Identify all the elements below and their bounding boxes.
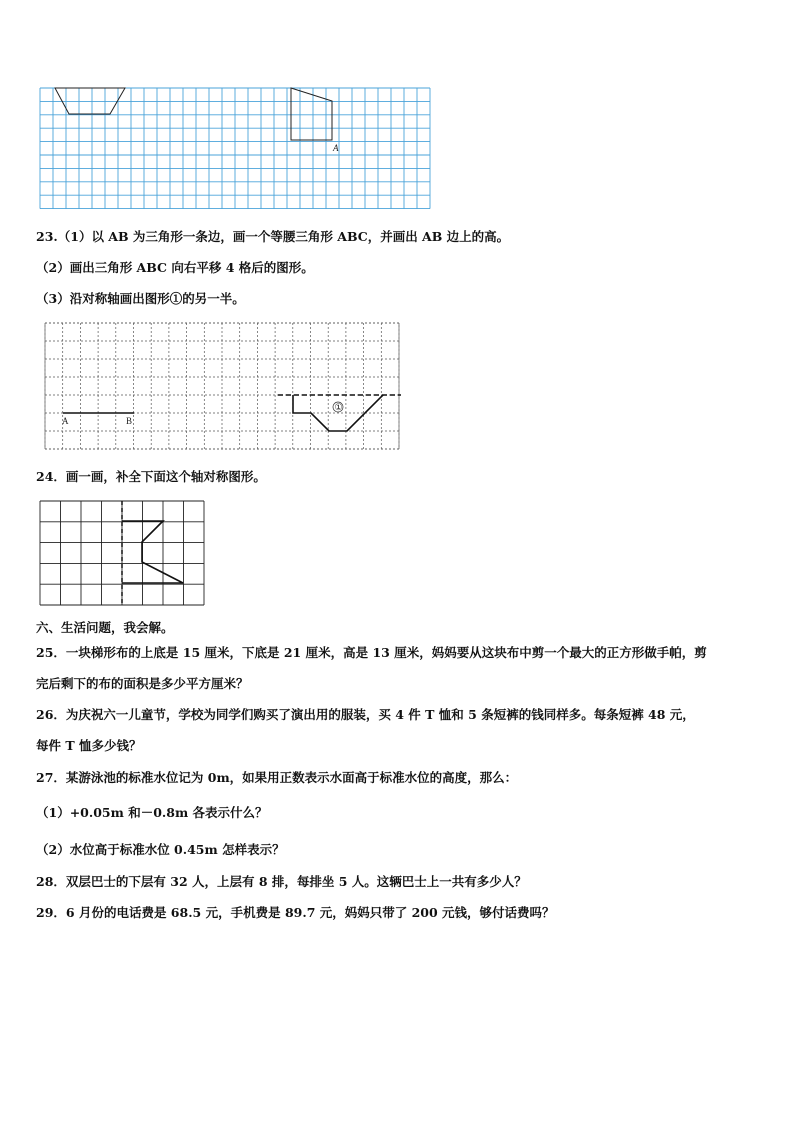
point-a-label: A <box>333 143 339 153</box>
q26-line-2: 每件 T 恤多少钱？ <box>36 738 142 753</box>
circle-1-label: ① <box>334 402 343 412</box>
q23-line-3: （3）沿对称轴画出图形①的另一半。 <box>36 291 245 306</box>
point-b-label: B <box>126 416 133 426</box>
q27-line-2: （1）+0.05m 和－0.8m 各表示什么？ <box>36 805 268 820</box>
top-grid-figure <box>40 88 430 212</box>
q24-half-figure <box>122 521 183 583</box>
point-a-label: A <box>62 416 69 426</box>
q23-grid-figure <box>45 323 401 451</box>
q28-line-1: 28．双层巴士的下层有 32 人，上层有 8 排，每排坐 5 人。这辆巴士上一共有多少人？ <box>36 874 527 889</box>
q24-line-1: 24．画一画，补全下面这个轴对称图形。 <box>36 469 266 484</box>
q24-grid-figure <box>40 501 206 607</box>
q23-line-1: 23.（1）以 AB 为三角形一条边，画一个等腰三角形 ABC，并画出 AB 边上的高。 <box>36 229 510 244</box>
q23-line-2: （2）画出三角形 ABC 向右平移 4 格后的图形。 <box>36 260 314 275</box>
section-6-heading: 六、生活问题，我会解。 <box>36 620 174 635</box>
q27-line-1: 27．某游泳池的标准水位记为 0m，如果用正数表示水面高于标准水位的高度，那么： <box>36 770 518 785</box>
q29-line-1: 29．6 月份的电话费是 68.5 元，手机费是 89.7 元，妈妈只带了 200 元钱，够付话费吗？ <box>36 905 555 920</box>
q26-line-1: 26．为庆祝六一儿童节，学校为同学们购买了演出用的服装，买 4 件 T 恤和 5 条短裤的钱同样多。每条短裤 48 元， <box>36 707 695 722</box>
q27-line-3: （2）水位高于标准水位 0.45m 怎样表示？ <box>36 842 285 857</box>
q25-line-2: 完后剩下的布的面积是多少平方厘米？ <box>36 676 249 691</box>
q25-line-1: 25．一块梯形布的上底是 15 厘米，下底是 21 厘米，高是 13 厘米，妈妈要从这块布中剪一个最大的正方形做手帕，剪 <box>36 645 707 660</box>
